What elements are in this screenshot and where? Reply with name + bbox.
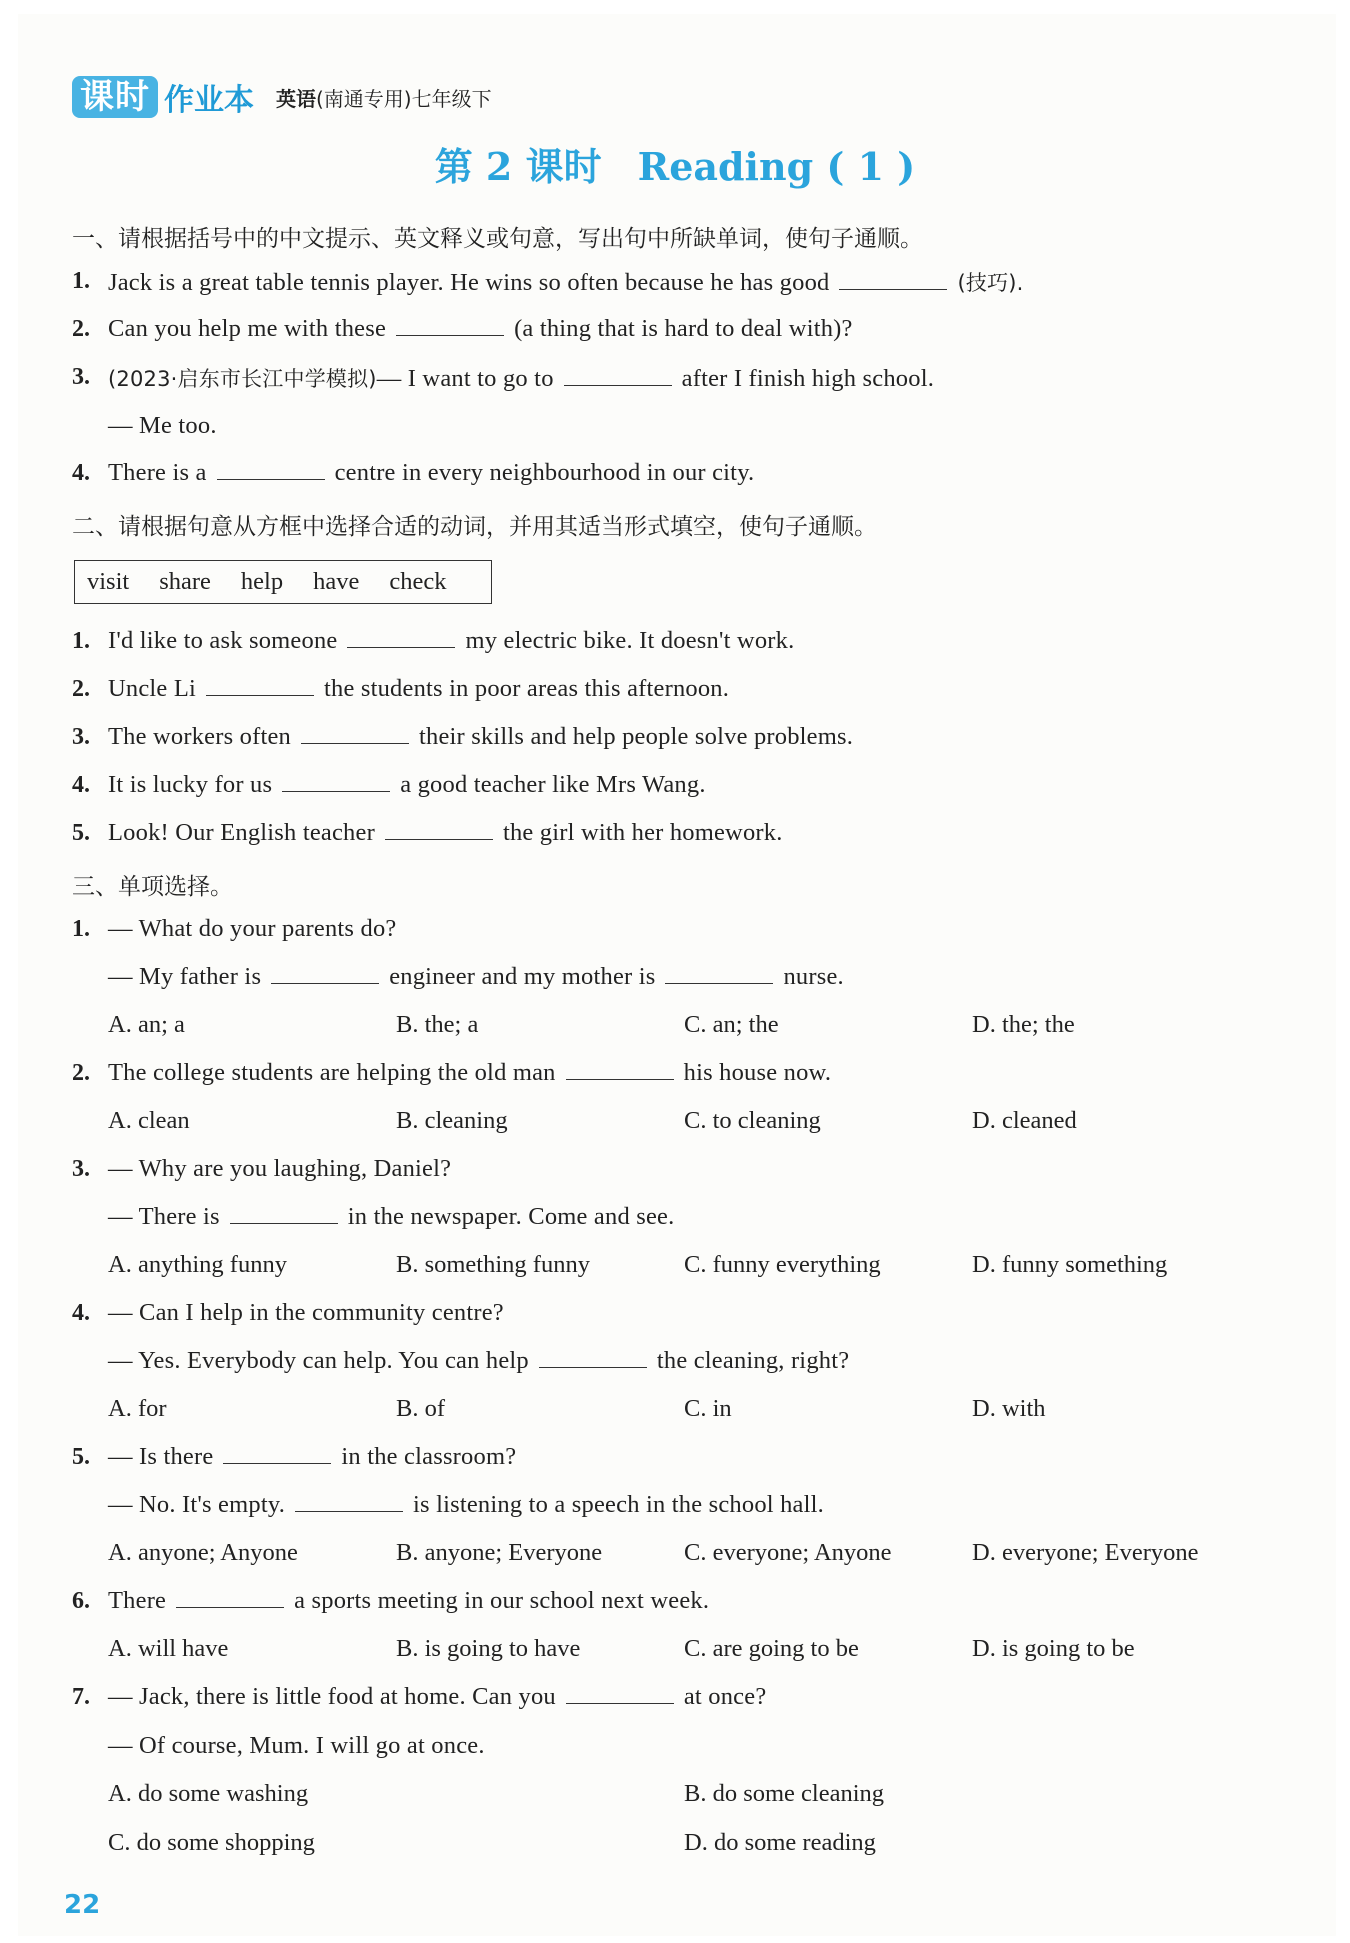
s1-q3-num: 3. (72, 364, 90, 390)
s3-q2-text (108, 1059, 831, 1087)
answer-blank[interactable] (539, 1347, 647, 1368)
s1-q2-text (108, 315, 853, 343)
s3-q2-post: his house now. (683, 1059, 832, 1086)
answer-blank[interactable] (295, 1491, 403, 1512)
answer-blank[interactable] (385, 819, 493, 840)
option-d[interactable]: D. with (972, 1395, 1046, 1422)
s2-q4-pre: It is lucky for us (108, 771, 273, 798)
s2-q2-post: the students in poor areas this afternoon. (324, 675, 730, 702)
option-a[interactable]: A. an; a (108, 1011, 185, 1038)
option-d[interactable]: D. is going to be (972, 1635, 1135, 1662)
s1-q2-num: 2. (72, 316, 90, 342)
s3-q1-line1: — What do your parents do? (108, 915, 397, 942)
answer-blank[interactable] (566, 1683, 674, 1704)
option-c[interactable]: C. do some shopping (108, 1829, 315, 1856)
subject-label: 英语 (276, 86, 316, 111)
answer-blank[interactable] (230, 1203, 338, 1224)
option-c[interactable]: C. are going to be (684, 1635, 859, 1662)
option-a[interactable]: A. for (108, 1395, 167, 1422)
s3-q1-num: 1. (72, 916, 90, 942)
s2-q3-pre: The workers often (108, 723, 291, 750)
option-b[interactable]: B. of (396, 1395, 445, 1422)
option-b[interactable]: B. do some cleaning (684, 1780, 885, 1807)
s1-q2-post: (a thing that is hard to deal with)? (514, 315, 853, 342)
s3-q7-line1 (108, 1683, 766, 1711)
brand-name: 作业本 (164, 83, 254, 118)
answer-blank[interactable] (301, 723, 409, 744)
option-c[interactable]: C. an; the (684, 1011, 779, 1038)
answer-blank[interactable] (271, 963, 379, 984)
s1-q1-text (108, 267, 1024, 297)
s2-q3-text (108, 723, 853, 751)
option-a[interactable]: A. anyone; Anyone (108, 1539, 298, 1566)
section-1-title: 一、请根据括号中的中文提示、英文释义或句意，写出句中所缺单词，使句子通顺。 (72, 226, 923, 252)
s3-q3-line1: — Why are you laughing, Daniel? (108, 1155, 452, 1182)
page-number: 22 (64, 1890, 101, 1920)
option-a[interactable]: A. do some washing (108, 1780, 309, 1807)
s2-q4-num: 4. (72, 772, 90, 798)
option-a[interactable]: A. will have (108, 1635, 229, 1662)
answer-blank[interactable] (217, 459, 325, 480)
option-c[interactable]: C. funny everything (684, 1251, 881, 1278)
s3-q5-part-a: — Is there (108, 1443, 214, 1470)
option-d[interactable]: D. do some reading (684, 1829, 876, 1856)
s1-q4-pre: There is a (108, 459, 207, 486)
option-a[interactable]: A. anything funny (108, 1251, 287, 1278)
s3-q5-num: 5. (72, 1444, 90, 1470)
s2-q1-num: 1. (72, 628, 90, 654)
s3-q4-num: 4. (72, 1300, 90, 1326)
s3-q2-num: 2. (72, 1060, 90, 1086)
option-c[interactable]: C. to cleaning (684, 1107, 821, 1134)
option-b[interactable]: B. anyone; Everyone (396, 1539, 603, 1566)
s1-q3-text (108, 363, 934, 393)
s3-q5-part-c: — No. It's empty. (108, 1491, 286, 1518)
s2-q4-text (108, 771, 706, 799)
option-b[interactable]: B. is going to have (396, 1635, 581, 1662)
s3-q1-part-b: engineer and my mother is (389, 963, 656, 990)
s2-q1-post: my electric bike. It doesn't work. (465, 627, 795, 654)
word-option: visit (87, 568, 130, 595)
s1-q4-post: centre in every neighbourhood in our city. (334, 459, 755, 486)
s3-q3-num: 3. (72, 1156, 90, 1182)
s1-q1-pre: Jack is a great table tennis player. He wins so often because he has good (108, 269, 830, 296)
s3-q6-num: 6. (72, 1588, 90, 1614)
option-c[interactable]: C. in (684, 1395, 732, 1422)
answer-blank[interactable] (396, 315, 504, 336)
lesson-number: 第 2 课时 (434, 144, 602, 189)
option-d[interactable]: D. the; the (972, 1011, 1075, 1038)
s3-q7-line2: — Of course, Mum. I will go at once. (108, 1732, 485, 1759)
word-option: share (159, 568, 211, 595)
s2-q5-num: 5. (72, 820, 90, 846)
answer-blank[interactable] (206, 675, 314, 696)
s3-q5-line1 (108, 1443, 516, 1471)
s1-q2-pre: Can you help me with these (108, 315, 387, 342)
s2-q5-post: the girl with her homework. (502, 819, 783, 846)
s2-q2-num: 2. (72, 676, 90, 702)
answer-blank[interactable] (839, 269, 947, 290)
option-b[interactable]: B. the; a (396, 1011, 479, 1038)
s3-q6-text (108, 1587, 709, 1615)
s1-q3-reply: — Me too. (108, 412, 217, 439)
section-3-title: 三、单项选择。 (72, 874, 233, 900)
s3-q3-part-a: — There is (108, 1203, 220, 1230)
option-c[interactable]: C. everyone; Anyone (684, 1539, 892, 1566)
answer-blank[interactable] (282, 771, 390, 792)
s3-q3-part-b: in the newspaper. Come and see. (347, 1203, 675, 1230)
s3-q4-line1: — Can I help in the community centre? (108, 1299, 504, 1326)
s3-q1-part-c: nurse. (783, 963, 844, 990)
s2-q3-post: their skills and help people solve problems. (419, 723, 854, 750)
option-b[interactable]: B. something funny (396, 1251, 590, 1278)
option-d[interactable]: D. everyone; Everyone (972, 1539, 1199, 1566)
answer-blank[interactable] (176, 1587, 284, 1608)
s1-q1-post: (技巧). (957, 271, 1024, 295)
brand-logo: 课时 (72, 76, 158, 118)
s2-q3-num: 3. (72, 724, 90, 750)
s1-q3-pre: — I want to go to (376, 365, 554, 392)
s2-q2-pre: Uncle Li (108, 675, 196, 702)
answer-blank[interactable] (347, 627, 455, 648)
word-option: check (389, 568, 447, 595)
s3-q7-num: 7. (72, 1684, 90, 1710)
s1-q1-num: 1. (72, 268, 90, 294)
answer-blank[interactable] (566, 1059, 674, 1080)
s3-q2-pre: The college students are helping the old man (108, 1059, 556, 1086)
s3-q5-line2 (108, 1491, 824, 1519)
s3-q6-pre: There (108, 1587, 167, 1614)
header-subtitle (276, 83, 492, 112)
option-a[interactable]: A. clean (108, 1107, 190, 1134)
s1-q4-text (108, 459, 754, 487)
s3-q4-part-b: the cleaning, right? (656, 1347, 850, 1374)
s2-q1-text (108, 627, 794, 655)
word-box (74, 560, 492, 604)
s3-q4-part-a: — Yes. Everybody can help. You can help (108, 1347, 529, 1374)
option-d[interactable]: D. funny something (972, 1251, 1168, 1278)
option-b[interactable]: B. cleaning (396, 1107, 508, 1134)
s2-q4-post: a good teacher like Mrs Wang. (400, 771, 706, 798)
s2-q2-text (108, 675, 729, 703)
s1-q3-source: (2023·启东市长江中学模拟) (108, 367, 377, 391)
answer-blank[interactable] (564, 365, 672, 386)
s1-q4-num: 4. (72, 460, 90, 486)
header (72, 76, 492, 118)
lesson-name: Reading ( 1 ) (637, 144, 916, 189)
word-option: help (240, 568, 284, 595)
s3-q5-part-b: in the classroom? (341, 1443, 517, 1470)
section-2-title: 二、请根据句意从方框中选择合适的动词，并用其适当形式填空，使句子通顺。 (72, 514, 877, 540)
s3-q7-part-b: at once? (683, 1683, 767, 1710)
answer-blank[interactable] (223, 1443, 331, 1464)
s3-q7-part-a: — Jack, there is little food at home. Can you (108, 1683, 556, 1710)
word-option: have (313, 568, 360, 595)
s2-q5-text (108, 819, 783, 847)
edition-label: (南通专用)七年级下 (316, 86, 492, 111)
option-d[interactable]: D. cleaned (972, 1107, 1077, 1134)
s2-q1-pre: I'd like to ask someone (108, 627, 338, 654)
s3-q1-part-a: — My father is (108, 963, 262, 990)
s3-q4-line2 (108, 1347, 849, 1375)
s3-q5-part-d: is listening to a speech in the school hall. (413, 1491, 824, 1518)
s3-q6-post: a sports meeting in our school next week. (294, 1587, 710, 1614)
s3-q3-line2 (108, 1203, 674, 1231)
s2-q5-pre: Look! Our English teacher (108, 819, 375, 846)
s3-q1-line2 (108, 963, 844, 991)
answer-blank[interactable] (665, 963, 773, 984)
s1-q3-post: after I finish high school. (681, 365, 935, 392)
lesson-title (0, 136, 1350, 191)
